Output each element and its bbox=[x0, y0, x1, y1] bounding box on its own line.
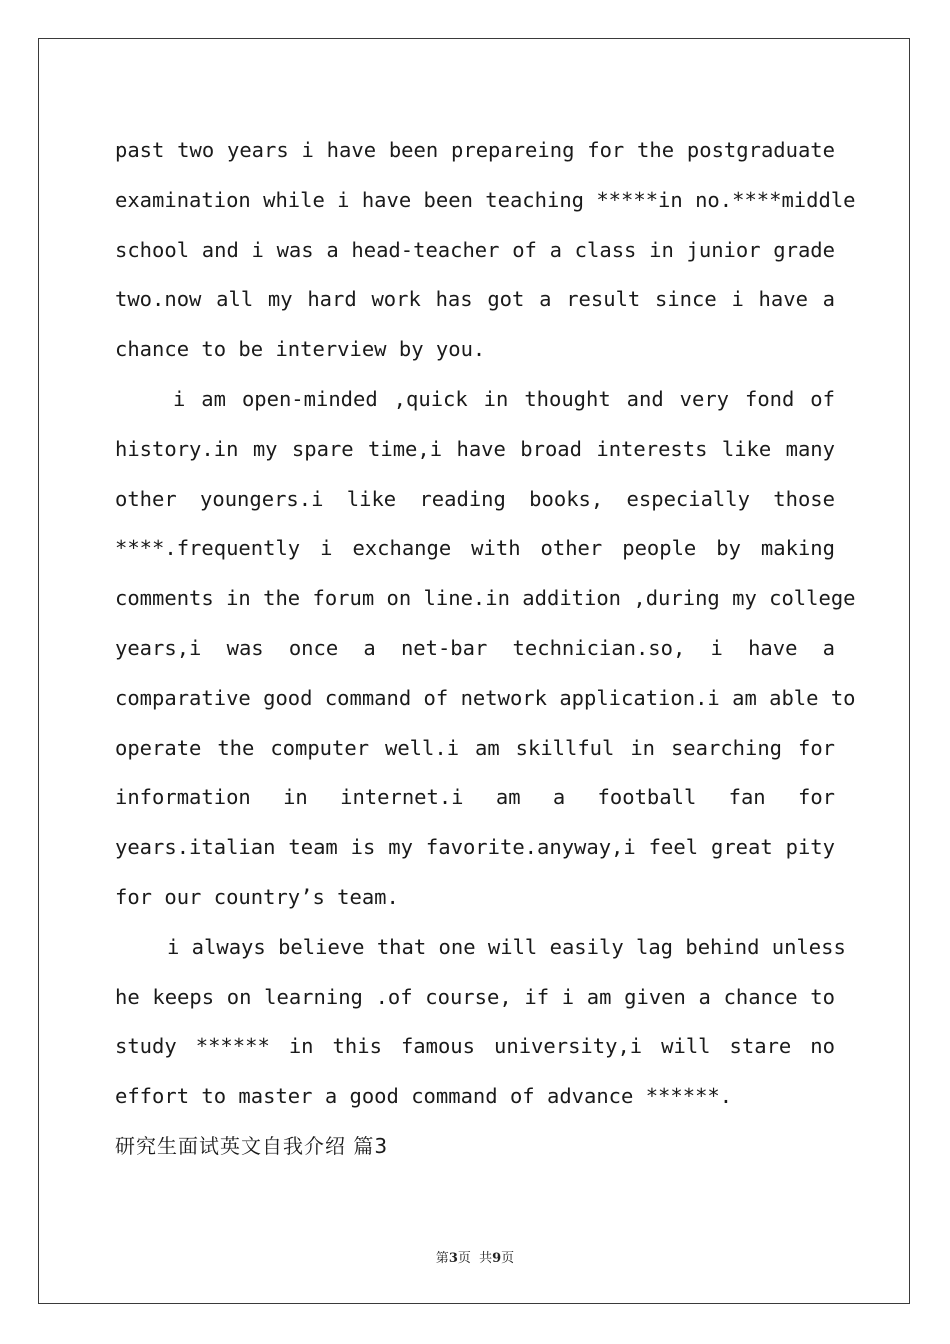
text-line: years,i was once a net-bar technician.so, i have a bbox=[115, 635, 835, 660]
text-line: two.now all my hard work has got a result since i have a bbox=[115, 287, 835, 312]
text-line: he keeps on learning .of course, if i am given a chance to bbox=[115, 984, 835, 1009]
text-line: history.in my spare time,i have broad interests like many bbox=[115, 436, 835, 461]
text-line: years.italian team is my favorite.anyway,i feel great pity bbox=[115, 835, 835, 860]
text-line: past two years i have been prepareing for the postgraduate bbox=[115, 138, 835, 162]
total-page-number: 9 bbox=[492, 1251, 502, 1266]
text-line: other youngers.i like reading books, especially those bbox=[115, 486, 835, 511]
text-line: i always believe that one will easily lag behind unless bbox=[167, 934, 846, 959]
text-line: operate the computer well.i am skillful in searching for bbox=[115, 735, 835, 760]
text-line: information in internet.i am a football fan for bbox=[115, 785, 835, 810]
paragraph-1 bbox=[115, 126, 856, 375]
text-line: comments in the forum on line.in addition ,during my college bbox=[115, 586, 856, 611]
text-line: study ****** in this famous university,i will stare no bbox=[115, 1034, 835, 1059]
document-body bbox=[115, 126, 856, 1172]
text-line: ****.frequently i exchange with other people by making bbox=[115, 536, 835, 561]
paragraph-2 bbox=[115, 375, 856, 923]
text-line: comparative good command of network application.i am able to bbox=[115, 685, 856, 710]
text-line: chance to be interview by you. bbox=[115, 337, 486, 362]
footer-prefix: 第 bbox=[435, 1251, 449, 1266]
text-line: school and i was a head-teacher of a class in junior grade bbox=[115, 237, 835, 262]
section-heading: 研究生面试英文自我介绍 篇3 bbox=[115, 1133, 389, 1158]
paragraph-3 bbox=[115, 923, 846, 1122]
text-line: examination while i have been teaching *****in no.****middle bbox=[115, 187, 856, 212]
footer-suffix: 页 bbox=[501, 1251, 515, 1266]
text-line: for our country’s team. bbox=[115, 884, 399, 909]
text-line: effort to master a good command of advance ******. bbox=[115, 1084, 733, 1109]
page-footer bbox=[0, 1247, 950, 1266]
footer-mid: 页 共 bbox=[457, 1251, 493, 1266]
text-line: i am open-minded ,quick in thought and very fond of bbox=[173, 386, 835, 411]
current-page-number: 3 bbox=[448, 1251, 458, 1266]
